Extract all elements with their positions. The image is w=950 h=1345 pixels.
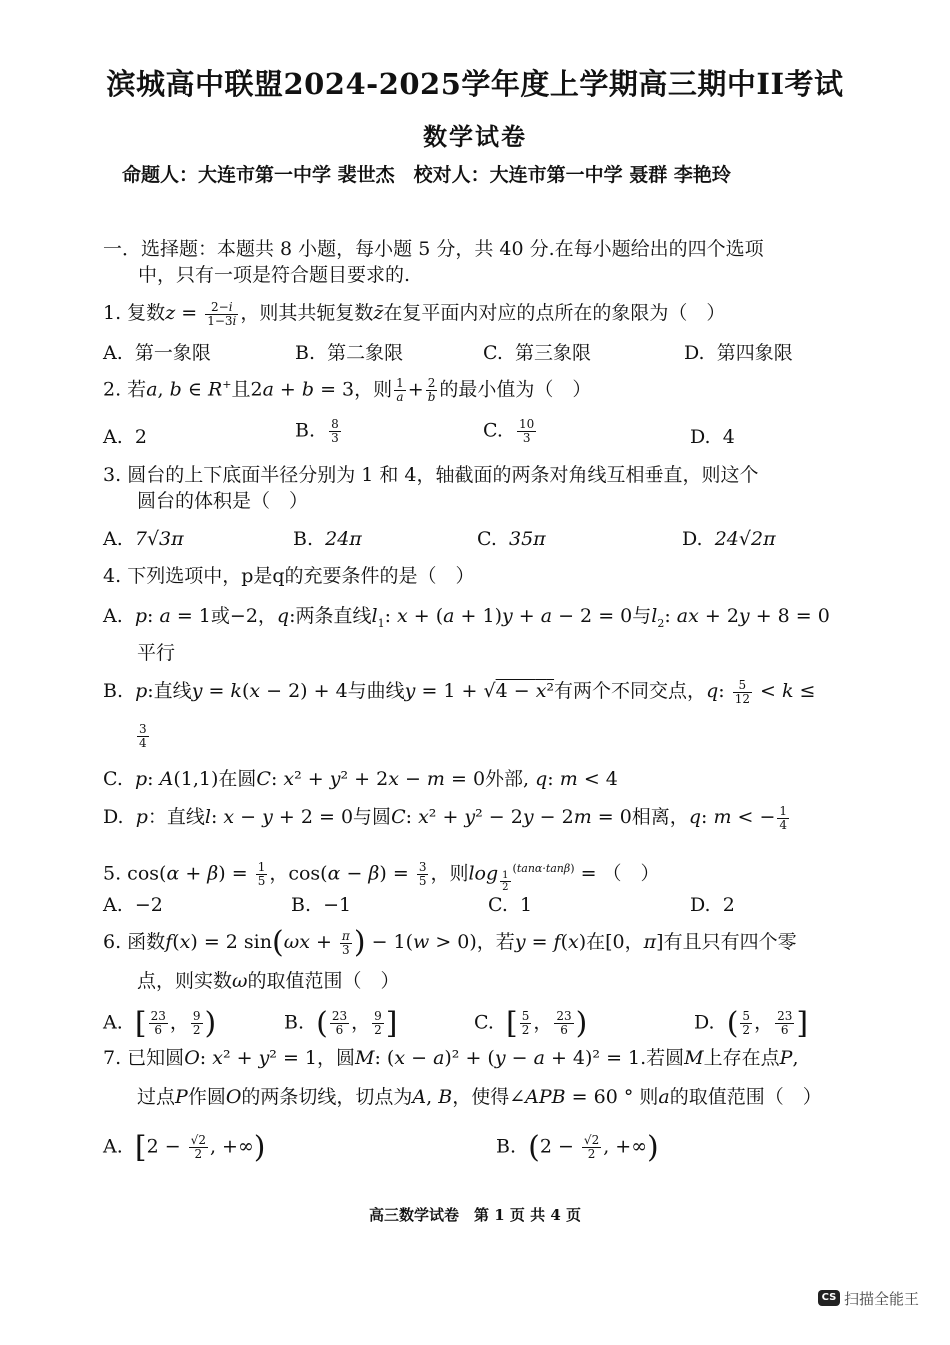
scanner-watermark bbox=[818, 1288, 950, 1308]
question-7-line2: 过点P作圆O的两条切线，切点为A, B，使得∠APB = 60 ° 则a的取值范围（ ） bbox=[137, 1086, 822, 1108]
option-d: D. ( $\frac{5}{2}$ ， $\frac{23}{6}$ ] bbox=[694, 1006, 809, 1041]
option-b: B. $\frac{8}{3}$ bbox=[295, 417, 339, 445]
option-d: D. 2 bbox=[690, 894, 735, 916]
question-5: 5. cos(α + β) = $\frac{1}{5}$ ，cos(α − β) = $\frac{3}{5}$ ，则log $_{\frac{1}{2}}$ $^{(tan\alpha\cdot tan\beta)}$ = （ ） bbox=[103, 859, 660, 893]
scanner-watermark-text: 扫描全能王 bbox=[844, 1290, 920, 1308]
option-c: C. [ $\frac{5}{2}$ ， $\frac{23}{6}$ ) bbox=[474, 1006, 588, 1041]
option-a: A. [2 − $\frac{√2}{2}$ , +∞) bbox=[103, 1130, 266, 1165]
option-a: A. [ $\frac{23}{6}$ ， $\frac{9}{2}$ ) bbox=[103, 1006, 217, 1041]
q4-option-d: D. p：直线l: x − y + 2 = 0与圆C: x² + y² − 2y − 2m = 0相离，q: m < − $\frac{1}{4}$ bbox=[103, 803, 788, 832]
option-c: C. 35π bbox=[477, 528, 546, 550]
option-d: D. 第四象限 bbox=[684, 342, 793, 364]
question-6-line1: 6. 函数f(x) = 2 sin(ωx + $\frac{\pi}{3}$ ) − 1(w > 0)，若y = f(x)在[0，π]有且只有四个零 bbox=[103, 925, 797, 960]
question-number: 6. bbox=[103, 931, 122, 953]
question-3-line2: 圆台的体积是（ ） bbox=[137, 490, 309, 512]
option-a: A. 2 bbox=[103, 426, 147, 448]
question-number: 1. bbox=[103, 302, 122, 324]
question-number: 5. bbox=[103, 862, 122, 885]
exam-subject: 数学试卷 bbox=[423, 122, 527, 151]
option-c: C. 1 bbox=[488, 894, 533, 916]
option-a: A. −2 bbox=[103, 894, 163, 916]
q4-option-b: B. p:直线y = k(x − 2) + 4与曲线y = 1 + √4 − x²有两个不同交点，q: $\frac{5}{12}$ < k ≤ bbox=[103, 677, 816, 706]
scanner-logo-icon: CS bbox=[818, 1290, 840, 1306]
q4-option-a-line1: A. p: a = 1或−2，q:两条直线$l_1$: x + (a + 1)y + a − 2 = 0与$l_2$: ax + 2y + 8 = 0 bbox=[103, 605, 830, 630]
option-d: D. 24√2π bbox=[682, 528, 776, 550]
exam-title: 滨城高中联盟2024-2025学年度上学期高三期中II考试 bbox=[106, 67, 844, 101]
question-1: 1. 复数z = $\frac{2-i}{1-3i}$ ，则其共轭复数z̄在复平面内对应的点所在的象限为（ ） bbox=[103, 299, 726, 328]
question-number: 4. bbox=[103, 565, 122, 587]
q4-option-c: C. p: A(1,1)在圆C: x² + y² + 2x − m = 0外部, q: m < 4 bbox=[103, 768, 618, 790]
section-heading-line1: 一．选择题：本题共 8 小题，每小题 5 分，共 40 分.在每小题给出的四个选项 bbox=[103, 238, 764, 260]
option-b: B. ( $\frac{23}{6}$ ， $\frac{9}{2}$ ] bbox=[284, 1006, 398, 1041]
q4-option-a-line2: 平行 bbox=[137, 642, 176, 664]
q4-option-b-cont: $\frac{3}{4}$ bbox=[139, 721, 147, 750]
option-c: C. 第三象限 bbox=[483, 342, 592, 364]
option-c: C. $\frac{10}{3}$ bbox=[483, 417, 535, 445]
question-4: 4. 下列选项中，p是q的充要条件的是（ ） bbox=[103, 565, 475, 587]
section-heading-line2: 中，只有一项是符合题目要求的. bbox=[138, 264, 411, 286]
option-a: A. 7√3π bbox=[103, 528, 184, 550]
option-b: B. 24π bbox=[293, 528, 362, 550]
question-number: 7. bbox=[103, 1047, 122, 1069]
question-3-line1: 3. 圆台的上下底面半径分别为 1 和 4，轴截面的两条对角线互相垂直，则这个 bbox=[103, 464, 759, 486]
exam-authors: 命题人：大连市第一中学 裴世杰 校对人：大连市第一中学 聂群 李艳玲 bbox=[122, 164, 731, 186]
option-b: B. −1 bbox=[291, 894, 352, 916]
question-number: 3. bbox=[103, 464, 122, 486]
option-a: A. 第一象限 bbox=[103, 342, 211, 364]
question-2: 2. 若a, b ∈ R+且2a + b = 3，则 $\frac{1}{a}$ + $\frac{2}{b}$ 的最小值为（ ） bbox=[103, 375, 592, 404]
option-d: D. 4 bbox=[690, 426, 735, 448]
question-6-line2: 点，则实数ω的取值范围（ ） bbox=[137, 970, 400, 992]
page-footer: 高三数学试卷 第 1 页 共 4 页 bbox=[369, 1206, 581, 1224]
question-number: 2. bbox=[103, 378, 122, 401]
option-b: B. 第二象限 bbox=[295, 342, 404, 364]
question-7-line1: 7. 已知圆O: x² + y² = 1，圆M: (x − a)² + (y − a + 4)² = 1.若圆M上存在点P, bbox=[103, 1047, 799, 1069]
option-b: B. (2 − $\frac{√2}{2}$ , +∞) bbox=[496, 1130, 659, 1165]
